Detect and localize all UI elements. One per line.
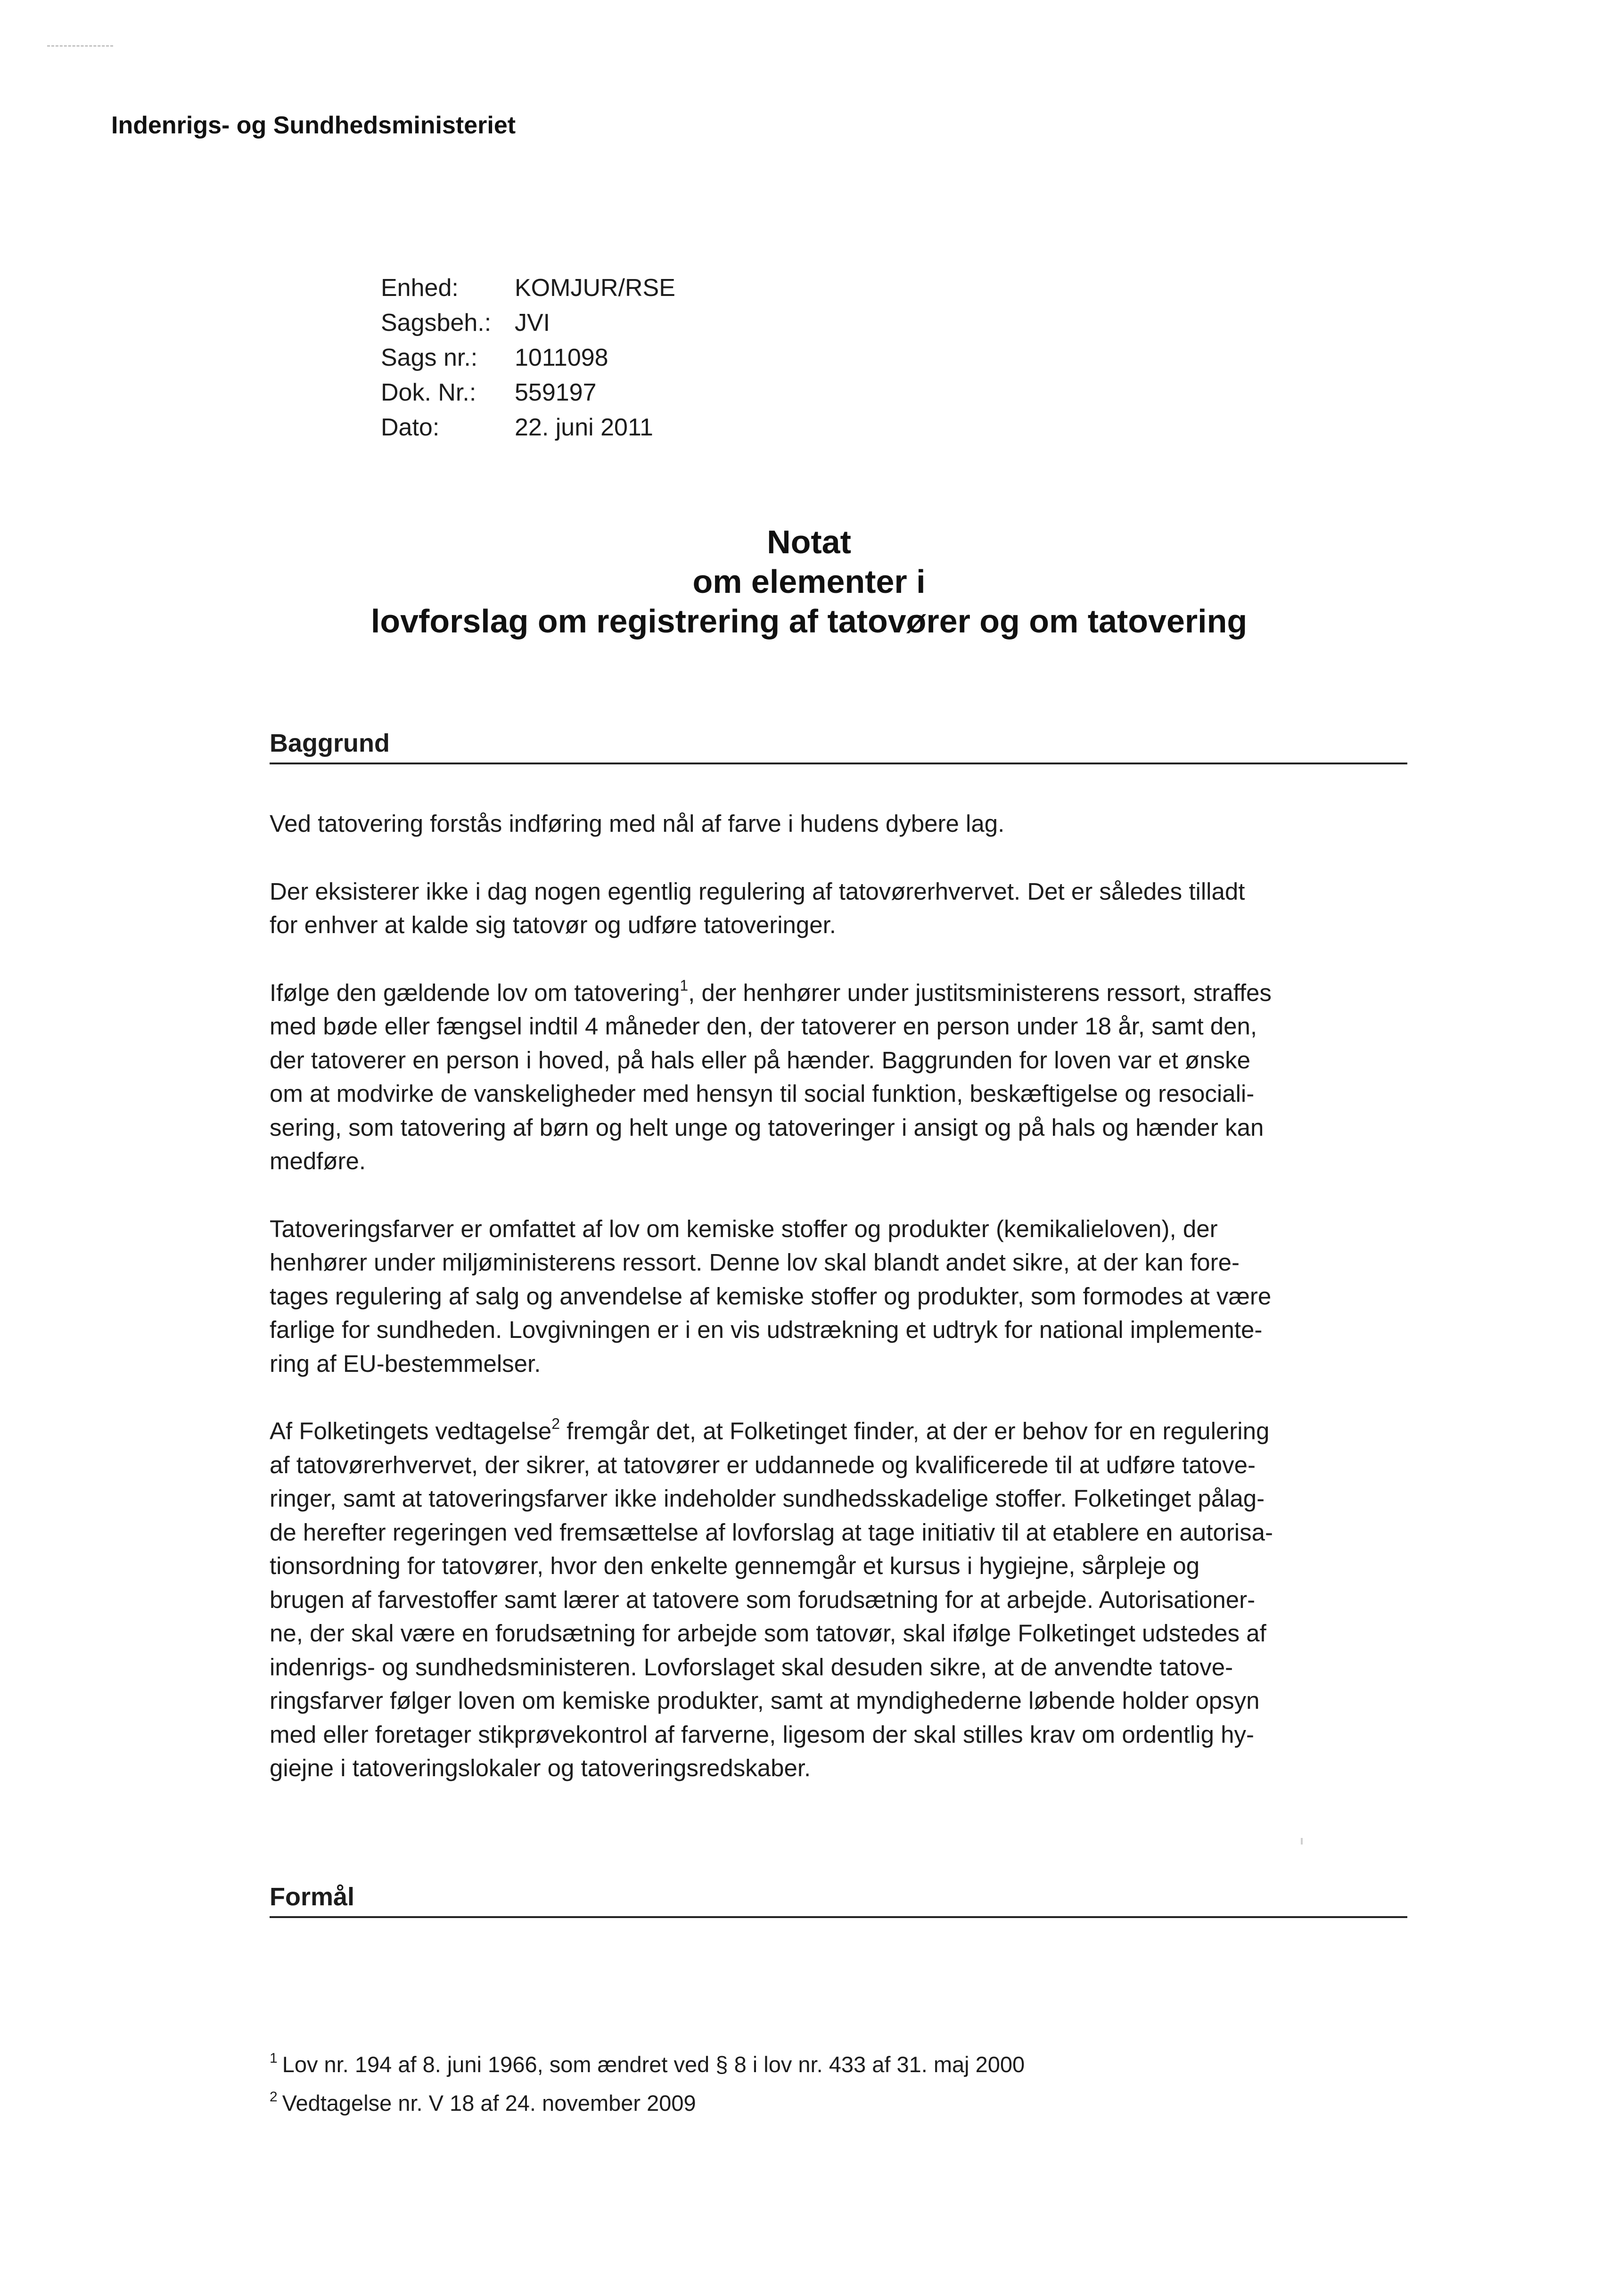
text-line: der tatoverer en person i hoved, på hals eller på hænder. Baggrunden for loven var et ønske <box>270 1046 1250 1074</box>
text-line: ringer, samt at tatoveringsfarver ikke indeholder sundhedsskadelige stoffer. Folketinget pålag- <box>270 1485 1265 1512</box>
text-line: ne, der skal være en forudsætning for arbejde som tatovør, skal ifølge Folketinget udstedes af <box>270 1620 1266 1647</box>
text-line <box>270 1414 1410 1448</box>
text-line: indenrigs- og sundhedsministeren. Lovforslaget skal desuden sikre, at de anvendte tatove- <box>270 1653 1233 1681</box>
text-line: om at modvirke de vanskeligheder med hensyn til social funktion, beskæftigelse og resociali- <box>270 1080 1255 1107</box>
scan-speck <box>1301 1838 1303 1845</box>
footnote-2 <box>270 2084 1025 2123</box>
text-line: farlige for sundheden. Lovgivningen er i en vis udstrækning et udtryk for national implemente- <box>270 1316 1263 1343</box>
paragraph-no-regulation <box>270 875 1410 942</box>
text-segment: fremgår det, at Folketinget finder, at der er behov for en regulering <box>559 1418 1270 1444</box>
meta-value: 1011098 <box>515 344 608 371</box>
footnote-1 <box>270 2045 1025 2084</box>
paragraph-chemicals-law <box>270 1212 1410 1381</box>
footnote-text: Vedtagelse nr. V 18 af 24. november 2009 <box>282 2091 696 2116</box>
footnote-reference-2: 2 <box>551 1415 560 1432</box>
text-segment: Af Folketingets vedtagelse <box>270 1418 552 1444</box>
title-line-2: om elementer i <box>692 563 926 600</box>
meta-row-case-number <box>381 340 675 375</box>
text-line: giejne i tatoveringslokaler og tatoveringsredskaber. <box>270 1755 811 1781</box>
meta-row-date <box>381 410 675 445</box>
meta-label: Dato: <box>381 414 440 441</box>
scan-artifact-mark <box>47 45 113 51</box>
section-body-baggrund <box>270 807 1410 1785</box>
meta-label: Dok. Nr.: <box>381 379 476 406</box>
footnotes <box>270 2045 1025 2123</box>
title-line-1: Notat <box>767 524 851 560</box>
footnote-reference-1: 1 <box>680 976 689 994</box>
footnote-mark: 2 <box>270 2089 278 2105</box>
case-metadata <box>381 271 675 445</box>
meta-label: Sagsbeh.: <box>381 309 492 336</box>
text-line: af tatovørerhvervet, der sikrer, at tatovører er uddannede og kvalificerede til at udføre tatove- <box>270 1451 1256 1478</box>
meta-value: JVI <box>515 309 550 336</box>
text-line: brugen af farvestoffer samt lærer at tatovere som forudsætning for at arbejde. Autorisationer- <box>270 1586 1256 1613</box>
title-line-3: lovforslag om registrering af tatovører og om tatovering <box>370 603 1248 640</box>
text-line: Der eksisterer ikke i dag nogen egentlig regulering af tatovørerhvervet. Det er således tilladt <box>270 877 1245 905</box>
text-line: ringsfarver følger loven om kemiske produkter, samt at myndighederne løbende holder opsyn <box>270 1687 1260 1714</box>
meta-label: Enhed: <box>381 274 459 302</box>
text-segment: Ifølge den gældende lov om tatovering <box>270 979 680 1006</box>
meta-row-unit <box>381 271 675 305</box>
paragraph-parliament-resolution <box>270 1414 1410 1785</box>
document-title <box>0 522 1618 641</box>
text-line: medføre. <box>270 1148 366 1174</box>
text-line: med eller foretager stikprøvekontrol af farverne, ligesom der skal stilles krav om ordentlig hy- <box>270 1721 1254 1748</box>
text-line <box>270 976 1410 1010</box>
footnote-mark: 1 <box>270 2050 278 2066</box>
section-heading-baggrund: Baggrund <box>270 727 1407 764</box>
meta-value: 22. juni 2011 <box>515 414 653 441</box>
text-line: med bøde eller fængsel indtil 4 måneder den, der tatoverer en person under 18 år, samt den, <box>270 1013 1257 1040</box>
meta-value: KOMJUR/RSE <box>515 274 675 302</box>
text-line: tages regulering af salg og anvendelse af kemiske stoffer og produkter, som formodes at være <box>270 1282 1272 1310</box>
text-line: Ved tatovering forstås indføring med nål af farve i hudens dybere lag. <box>270 810 1005 837</box>
meta-row-case-officer <box>381 305 675 340</box>
text-line: henhører under miljøministerens ressort. Denne lov skal blandt andet sikre, at der kan fore- <box>270 1249 1240 1276</box>
section-heading-formaal: Formål <box>270 1880 1407 1918</box>
meta-value: 559197 <box>515 379 597 406</box>
text-line: ring af EU-bestemmelser. <box>270 1350 541 1377</box>
paragraph-current-law <box>270 976 1410 1178</box>
text-segment: , der henhører under justitsministerens ressort, straffes <box>688 979 1272 1006</box>
text-line: tionsordning for tatovører, hvor den enkelte gennemgår et kursus i hygiejne, sårpleje og <box>270 1552 1200 1579</box>
meta-label: Sags nr.: <box>381 344 478 371</box>
paragraph-definition <box>270 807 1410 841</box>
text-line: sering, som tatovering af børn og helt unge og tatoveringer i ansigt og på hals og hænder kan <box>270 1114 1264 1141</box>
footnote-text: Lov nr. 194 af 8. juni 1966, som ændret ved § 8 i lov nr. 433 af 31. maj 2000 <box>282 2052 1025 2077</box>
meta-row-document-number <box>381 375 675 410</box>
text-line: Tatoveringsfarver er omfattet af lov om kemiske stoffer og produkter (kemikalieloven), der <box>270 1215 1218 1242</box>
text-line: de herefter regeringen ved fremsættelse af lovforslag at tage initiativ til at etablere en autorisa- <box>270 1518 1273 1546</box>
text-line: for enhver at kalde sig tatovør og udføre tatoveringer. <box>270 911 836 938</box>
ministry-header: Indenrigs- og Sundhedsministeriet <box>111 112 516 139</box>
